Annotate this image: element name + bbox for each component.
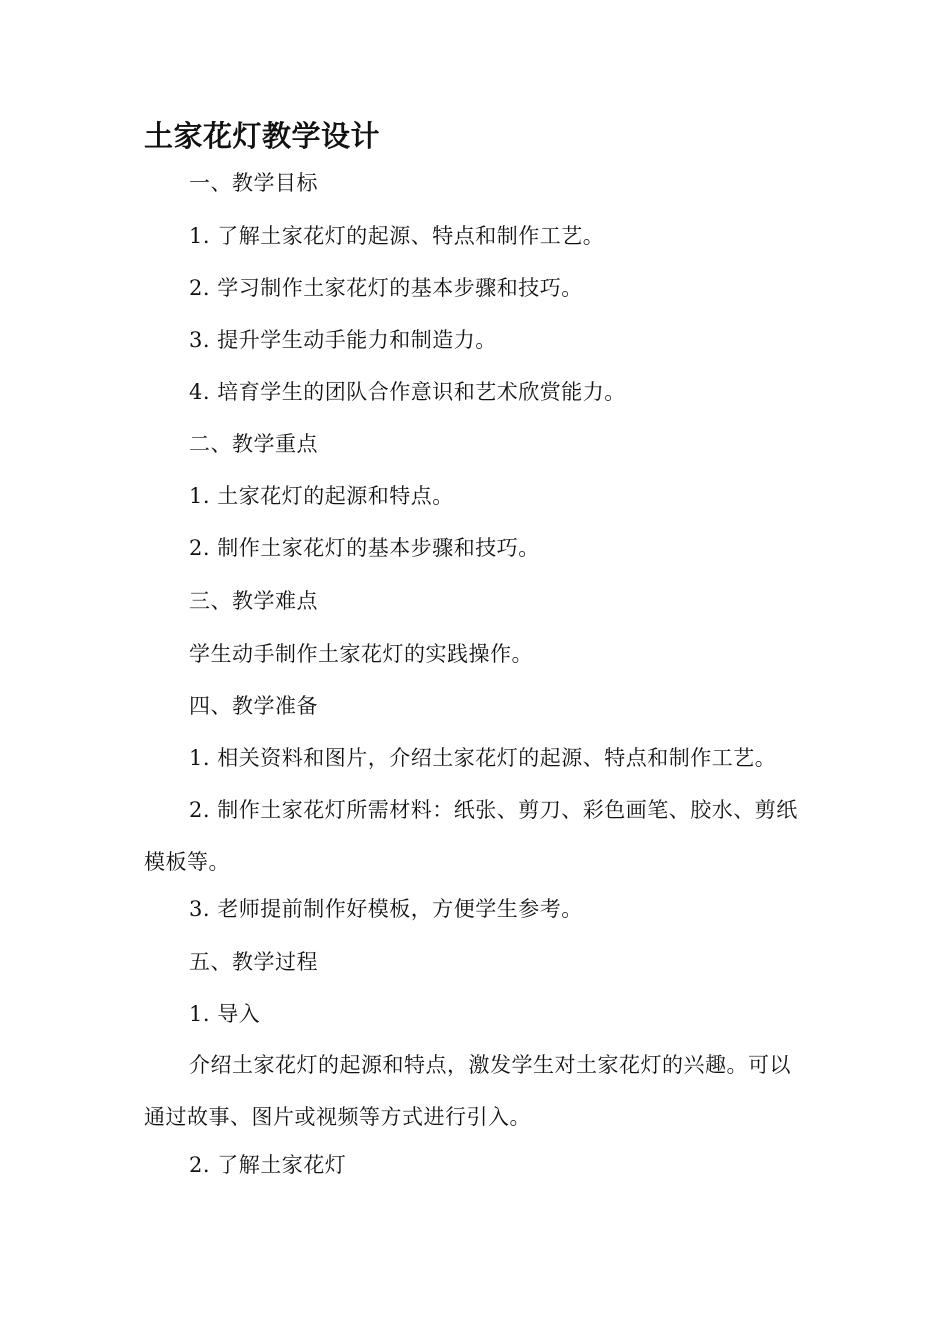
section-heading-preparation: 四、教学准备: [189, 694, 318, 718]
document-title: 土家花灯教学设计: [144, 119, 381, 153]
objective-item-3: 3. 提升学生动手能力和制造力。: [189, 328, 497, 352]
section-heading-objectives: 一、教学目标: [189, 171, 318, 195]
section-heading-process: 五、教学过程: [189, 950, 318, 974]
difficulty-text: 学生动手制作土家花灯的实践操作。: [189, 642, 533, 666]
section-heading-key-points: 二、教学重点: [189, 432, 318, 456]
objective-item-1: 1. 了解土家花灯的起源、特点和制作工艺。: [189, 224, 605, 248]
objective-item-2: 2. 学习制作土家花灯的基本步骤和技巧。: [189, 276, 583, 300]
preparation-item-3: 3. 老师提前制作好模板，方便学生参考。: [189, 897, 583, 921]
process-step-1-heading: 1. 导入: [189, 1002, 261, 1026]
section-heading-difficulties: 三、教学难点: [189, 589, 318, 613]
key-point-item-1: 1. 土家花灯的起源和特点。: [189, 484, 454, 508]
objective-item-4: 4. 培育学生的团队合作意识和艺术欣赏能力。: [189, 380, 626, 404]
process-step-2-heading: 2. 了解土家花灯: [189, 1153, 347, 1177]
preparation-item-1: 1. 相关资料和图片，介绍土家花灯的起源、特点和制作工艺。: [189, 746, 777, 770]
process-step-1-text: 介绍土家花灯的起源和特点，激发学生对土家花灯的兴趣。可以通过故事、图片或视频等方式进行引入。: [144, 1053, 791, 1129]
preparation-item-2: 2. 制作土家花灯所需材料：纸张、剪刀、彩色画笔、胶水、剪纸模板等。: [144, 798, 798, 874]
key-point-item-2: 2. 制作土家花灯的基本步骤和技巧。: [189, 536, 540, 560]
